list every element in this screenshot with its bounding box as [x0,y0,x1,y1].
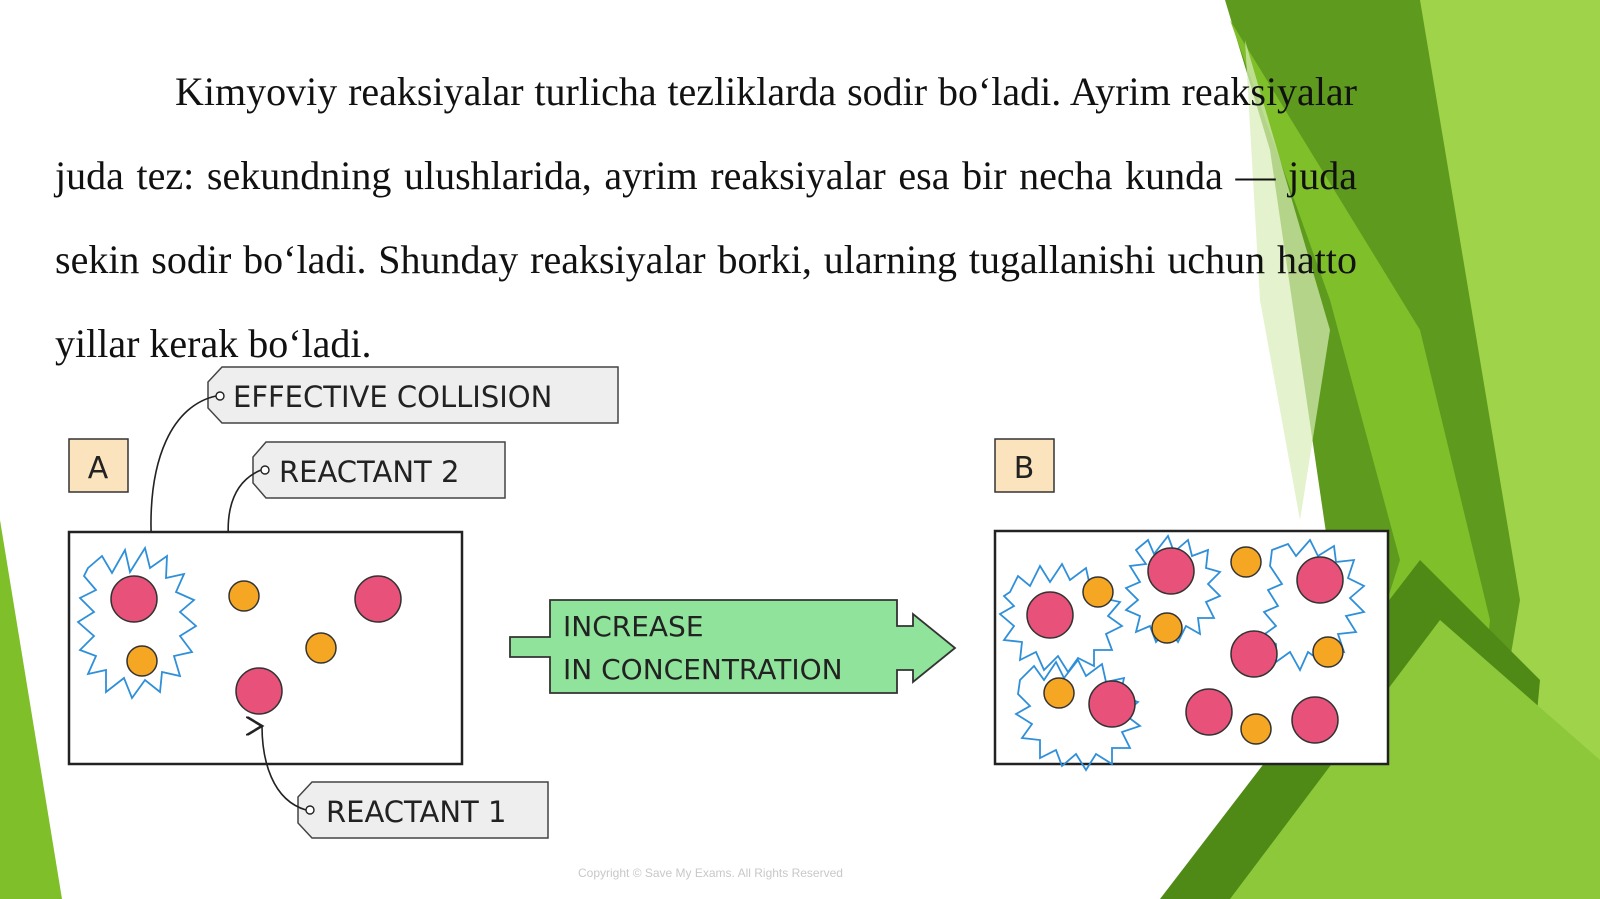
container-a [69,532,462,764]
reactant1-label: REACTANT 1 [326,795,507,829]
reactant2-particle [306,633,336,663]
reactant2-particle [127,646,157,676]
collision-diagram [0,360,1400,860]
panel-a-label: A [87,451,109,486]
reactant2-particle [1044,678,1074,708]
reactant1-particle [355,576,401,622]
reactant1-particle [111,576,157,622]
arrow-text-line1: INCREASE [563,610,704,643]
concentration-arrow [510,600,955,693]
copyright-notice: Copyright © Save My Exams. All Rights Reserved [578,866,843,880]
reactant2-particle [1313,637,1343,667]
reactant1-particle [1231,631,1277,677]
effective-collision-label: EFFECTIVE COLLISION [233,380,553,414]
panel-a-badge [69,439,128,492]
arrow-text-line2: IN CONCENTRATION [563,653,843,686]
reactant2-particle [229,581,259,611]
reactant1-particle [1148,548,1194,594]
reactant2-particle [1241,714,1271,744]
reactant2-particle [1152,613,1182,643]
reactant2-particle [1231,547,1261,577]
reactant1-particle [1089,681,1135,727]
reactant1-particle [236,668,282,714]
reactant2-particle [1083,577,1113,607]
panel-b-label: B [1013,451,1035,486]
reactant1-particle [1292,697,1338,743]
body-paragraph [55,50,1357,386]
panel-b-badge [995,439,1054,492]
reactant2-label: REACTANT 2 [279,455,460,489]
reactant1-particle [1186,689,1232,735]
paragraph-text: Kimyoviy reaksiyalar turlicha tezliklarda sodir bo‘ladi. Ayrim reaksiyalar juda tez: sekundning ulushlarida, ayrim reaksiyalar esa bir necha kunda — juda sekin sodir bo‘ladi. Shunday reaksiyalar borki, ularning tugallanishi uchun hatto yillar kerak bo‘ladi. [55,69,1357,366]
container-b [995,531,1388,770]
reactant1-particle [1297,557,1343,603]
reactant1-particle [1027,592,1073,638]
callout-arrow [151,396,216,552]
